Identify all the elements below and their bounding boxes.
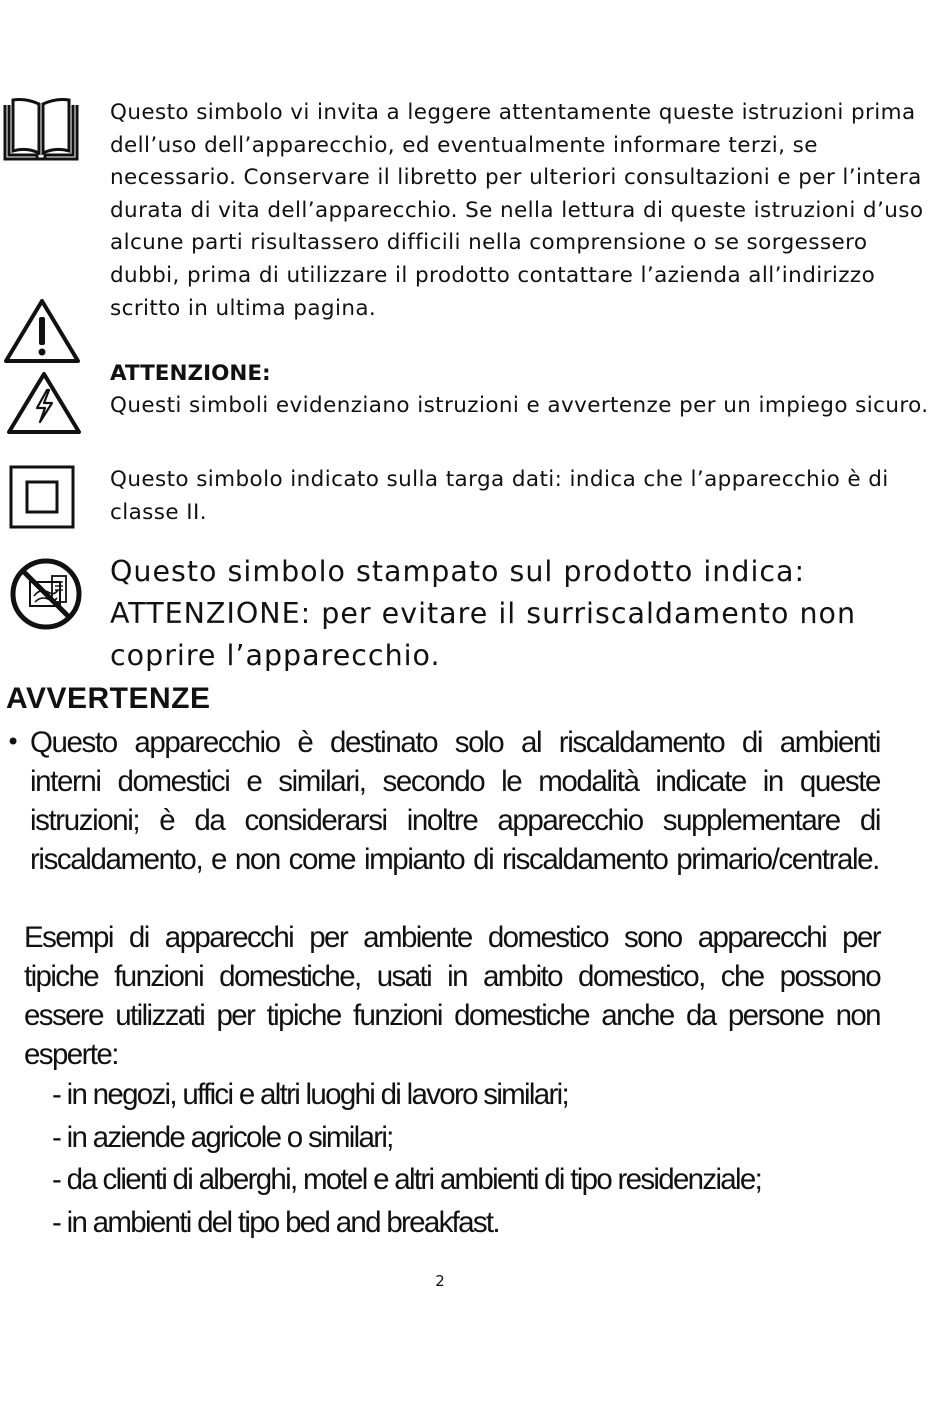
attention-label: ATTENZIONE: (110, 361, 271, 386)
list-item: - in negozi, uffici e altri luoghi di lavoro similari; (52, 1078, 568, 1111)
do-not-cover-icon (8, 556, 84, 632)
class-ii-text: Questo simbolo indicato sulla targa dati: indica che l’apparecchio è di classe II. (110, 467, 889, 525)
warnings-bullet (6, 723, 880, 879)
page-number: 2 (435, 1272, 445, 1290)
book-icon (2, 97, 80, 163)
warnings-bullet-text: Questo apparecchio è destinato solo al riscaldamento di ambienti interni domestici e similari, secondo le modalità indicate in queste istruzioni; è da considerarsi inoltre apparecchio supplementare di riscaldamento, e non come impianto di riscaldamento primario/centrale. (30, 726, 880, 876)
attention-text: Questi simboli evidenziano istruzioni e avvertenze per un impiego sicuro. (110, 393, 929, 418)
manual-notice-text: Questo simbolo vi invita a leggere attentamente queste istruzioni prima dell’uso dell’apparecchio, ed eventualmente informare terzi, se necessario. Conservare il libretto per ulteriori consultazioni e per l’intera durata di vita dell’apparecchio. Se nella lettura di queste istruzioni d’uso alcune parti risultassero difficili nella comprensione o se sorgessero dubbi, prima di utilizzare il prodotto contattare l’azienda all’indirizzo scritto in ultima pagina. (110, 100, 924, 321)
list-item: - da clienti di alberghi, motel e altri ambienti di tipo residenziale; (52, 1163, 762, 1196)
class-ii-icon (9, 465, 75, 529)
examples-intro: Esempi di apparecchi per ambiente domestico sono apparecchi per tipiche funzioni domestiche, usati in ambito domestico, che possono essere utilizzati per tipiche funzioni domestiche anche da persone non esperte: (24, 921, 880, 1071)
examples-list (52, 1074, 761, 1244)
warning-triangle-icon (3, 297, 81, 365)
bullet-icon: • (6, 728, 21, 756)
list-item: - in ambienti del tipo bed and breakfast. (52, 1205, 499, 1239)
electric-hazard-icon (6, 370, 82, 436)
list-item: - in aziende agricole o similari; (52, 1120, 393, 1154)
warnings-heading: AVVERTENZE (6, 682, 211, 715)
do-not-cover-text: Questo simbolo stampato sul prodotto indica: ATTENZIONE: per evitare il surriscaldamento non coprire l’apparecchio. (110, 555, 857, 672)
